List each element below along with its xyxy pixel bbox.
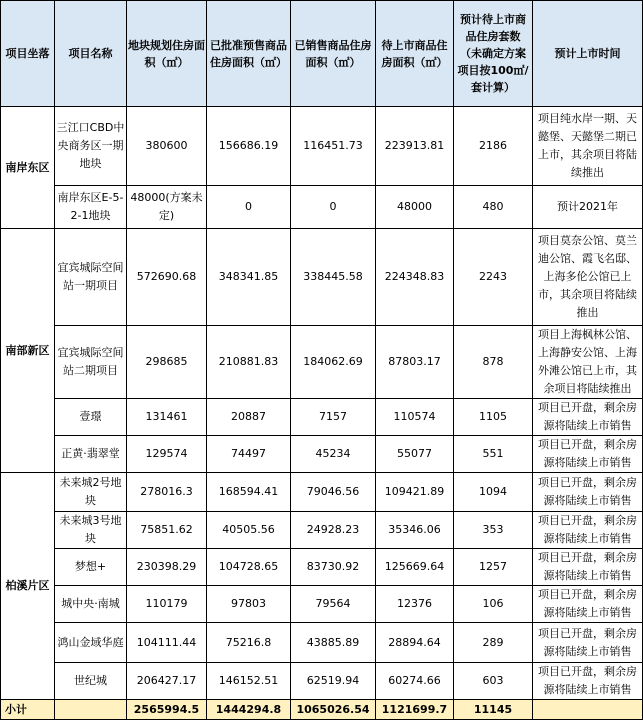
presale-area-cell: 20887 <box>207 399 291 436</box>
planned-area-cell: 131461 <box>127 399 207 436</box>
presale-area-cell: 75216.8 <box>207 623 291 663</box>
project-name-cell: 城中央·南城 <box>55 586 127 623</box>
table-row <box>1 107 643 186</box>
sold-area-cell: 83730.92 <box>291 549 376 586</box>
expected-units-cell: 1105 <box>454 399 533 436</box>
upcoming-area-cell: 12376 <box>376 586 454 623</box>
planned-area-cell: 75851.62 <box>127 512 207 549</box>
expected-units-cell: 551 <box>454 436 533 473</box>
expected-time-cell: 项目纯水岸一期、天懿堡、天懿堡二期已上市，其余项目将陆续推出 <box>533 107 643 186</box>
presale-area-cell: 97803 <box>207 586 291 623</box>
presale-area-cell: 156686.19 <box>207 107 291 186</box>
table-row <box>1 229 643 326</box>
upcoming-area-cell: 110574 <box>376 399 454 436</box>
total-presale-area: 1444294.8 <box>207 700 291 720</box>
table-row <box>1 663 643 700</box>
project-name-cell: 梦想+ <box>55 549 127 586</box>
project-name-cell: 宜宾城际空间站二期项目 <box>55 326 127 399</box>
expected-units-cell: 2243 <box>454 229 533 326</box>
table-row <box>1 512 643 549</box>
expected-time-cell: 项目已开盘，剩余房源将陆续上市销售 <box>533 512 643 549</box>
upcoming-area-cell: 125669.64 <box>376 549 454 586</box>
expected-units-cell: 878 <box>454 326 533 399</box>
project-name-cell: 宜宾城际空间站一期项目 <box>55 229 127 326</box>
sold-area-cell: 338445.58 <box>291 229 376 326</box>
upcoming-area-cell: 223913.81 <box>376 107 454 186</box>
planned-area-cell: 572690.68 <box>127 229 207 326</box>
upcoming-area-cell: 60274.66 <box>376 663 454 700</box>
planned-area-cell: 129574 <box>127 436 207 473</box>
presale-area-cell: 74497 <box>207 436 291 473</box>
table-row <box>1 586 643 623</box>
presale-area-cell: 104728.65 <box>207 549 291 586</box>
col-header-location: 项目坐落 <box>1 1 55 107</box>
planned-area-cell: 230398.29 <box>127 549 207 586</box>
expected-time-cell: 项目已开盘，剩余房源将陆续上市销售 <box>533 436 643 473</box>
expected-units-cell: 353 <box>454 512 533 549</box>
expected-units-cell: 2186 <box>454 107 533 186</box>
table-row <box>1 326 643 399</box>
table-row <box>1 549 643 586</box>
expected-time-cell: 预计2021年 <box>533 186 643 229</box>
sold-area-cell: 184062.69 <box>291 326 376 399</box>
table-row <box>1 473 643 512</box>
upcoming-area-cell: 109421.89 <box>376 473 454 512</box>
planned-area-cell: 110179 <box>127 586 207 623</box>
sold-area-cell: 79046.56 <box>291 473 376 512</box>
project-name-cell: 未来城3号地块 <box>55 512 127 549</box>
sold-area-cell: 79564 <box>291 586 376 623</box>
expected-time-cell: 项目已开盘，剩余房源将陆续上市销售 <box>533 623 643 663</box>
table-row <box>1 399 643 436</box>
table-row <box>1 436 643 473</box>
expected-time-cell: 项目已开盘，剩余房源将陆续上市销售 <box>533 473 643 512</box>
upcoming-area-cell: 28894.64 <box>376 623 454 663</box>
upcoming-area-cell: 224348.83 <box>376 229 454 326</box>
area-cell: 柏溪片区 <box>1 473 55 700</box>
planned-area-cell: 278016.3 <box>127 473 207 512</box>
presale-area-cell: 210881.83 <box>207 326 291 399</box>
table-row <box>1 186 643 229</box>
expected-time-cell: 项目莫奈公馆、莫兰迪公馆、霞飞名邸、上海多伦公馆已上市，其余项目将陆续推出 <box>533 229 643 326</box>
expected-units-cell: 1094 <box>454 473 533 512</box>
upcoming-area-cell: 48000 <box>376 186 454 229</box>
col-header-upcoming-area: 待上市商品住房面积（㎡） <box>376 1 454 107</box>
project-name-cell: 三江口CBD中央商务区一期地块 <box>55 107 127 186</box>
total-label: 小计 <box>1 700 55 720</box>
col-header-sold-area: 已销售商品住房面积（㎡） <box>291 1 376 107</box>
expected-units-cell: 480 <box>454 186 533 229</box>
col-header-presale-area: 已批准预售商品住房面积（㎡） <box>207 1 291 107</box>
presale-area-cell: 146152.51 <box>207 663 291 700</box>
total-expected-units: 11145 <box>454 700 533 720</box>
sold-area-cell: 0 <box>291 186 376 229</box>
col-header-planned-area: 地块规划住房面积（㎡） <box>127 1 207 107</box>
total-upcoming-area: 1121699.7 <box>376 700 454 720</box>
project-name-cell: 正黄·翡翠堂 <box>55 436 127 473</box>
planned-area-cell: 206427.17 <box>127 663 207 700</box>
col-header-expected-time: 预计上市时间 <box>533 1 643 107</box>
upcoming-area-cell: 35346.06 <box>376 512 454 549</box>
planned-area-cell: 298685 <box>127 326 207 399</box>
presale-area-cell: 168594.41 <box>207 473 291 512</box>
project-name-cell: 未来城2号地块 <box>55 473 127 512</box>
expected-time-cell: 项目已开盘，剩余房源将陆续上市销售 <box>533 399 643 436</box>
sold-area-cell: 43885.89 <box>291 623 376 663</box>
sold-area-cell: 116451.73 <box>291 107 376 186</box>
upcoming-area-cell: 55077 <box>376 436 454 473</box>
area-cell: 南岸东区 <box>1 107 55 229</box>
header-row <box>1 1 643 107</box>
project-name-cell: 世纪城 <box>55 663 127 700</box>
sold-area-cell: 24928.23 <box>291 512 376 549</box>
upcoming-area-cell: 87803.17 <box>376 326 454 399</box>
planned-area-cell: 380600 <box>127 107 207 186</box>
sold-area-cell: 62519.94 <box>291 663 376 700</box>
col-header-expected-units: 预计待上市商品住房套数（未确定方案项目按100㎡/套计算） <box>454 1 533 107</box>
expected-units-cell: 603 <box>454 663 533 700</box>
expected-time-cell: 项目已开盘，剩余房源将陆续上市销售 <box>533 663 643 700</box>
expected-units-cell: 106 <box>454 586 533 623</box>
sold-area-cell: 45234 <box>291 436 376 473</box>
project-name-cell: 壹璟 <box>55 399 127 436</box>
planned-area-cell: 48000(方案未定) <box>127 186 207 229</box>
project-name-cell: 鸿山金域华庭 <box>55 623 127 663</box>
expected-time-cell: 项目已开盘，剩余房源将陆续上市销售 <box>533 586 643 623</box>
presale-area-cell: 348341.85 <box>207 229 291 326</box>
table-row <box>1 623 643 663</box>
planned-area-cell: 104111.44 <box>127 623 207 663</box>
presale-area-cell: 40505.56 <box>207 512 291 549</box>
expected-units-cell: 289 <box>454 623 533 663</box>
expected-time-cell: 项目已开盘，剩余房源将陆续上市销售 <box>533 549 643 586</box>
area-cell: 南部新区 <box>1 229 55 473</box>
expected-time-cell: 项目上海枫林公馆、上海静安公馆、上海外滩公馆已上市，其余项目将陆续推出 <box>533 326 643 399</box>
project-name-cell: 南岸东区E-5-2-1地块 <box>55 186 127 229</box>
total-sold-area: 1065026.54 <box>291 700 376 720</box>
total-planned-area: 2565994.5 <box>127 700 207 720</box>
sold-area-cell: 7157 <box>291 399 376 436</box>
col-header-name: 项目名称 <box>55 1 127 107</box>
presale-area-cell: 0 <box>207 186 291 229</box>
expected-units-cell: 1257 <box>454 549 533 586</box>
